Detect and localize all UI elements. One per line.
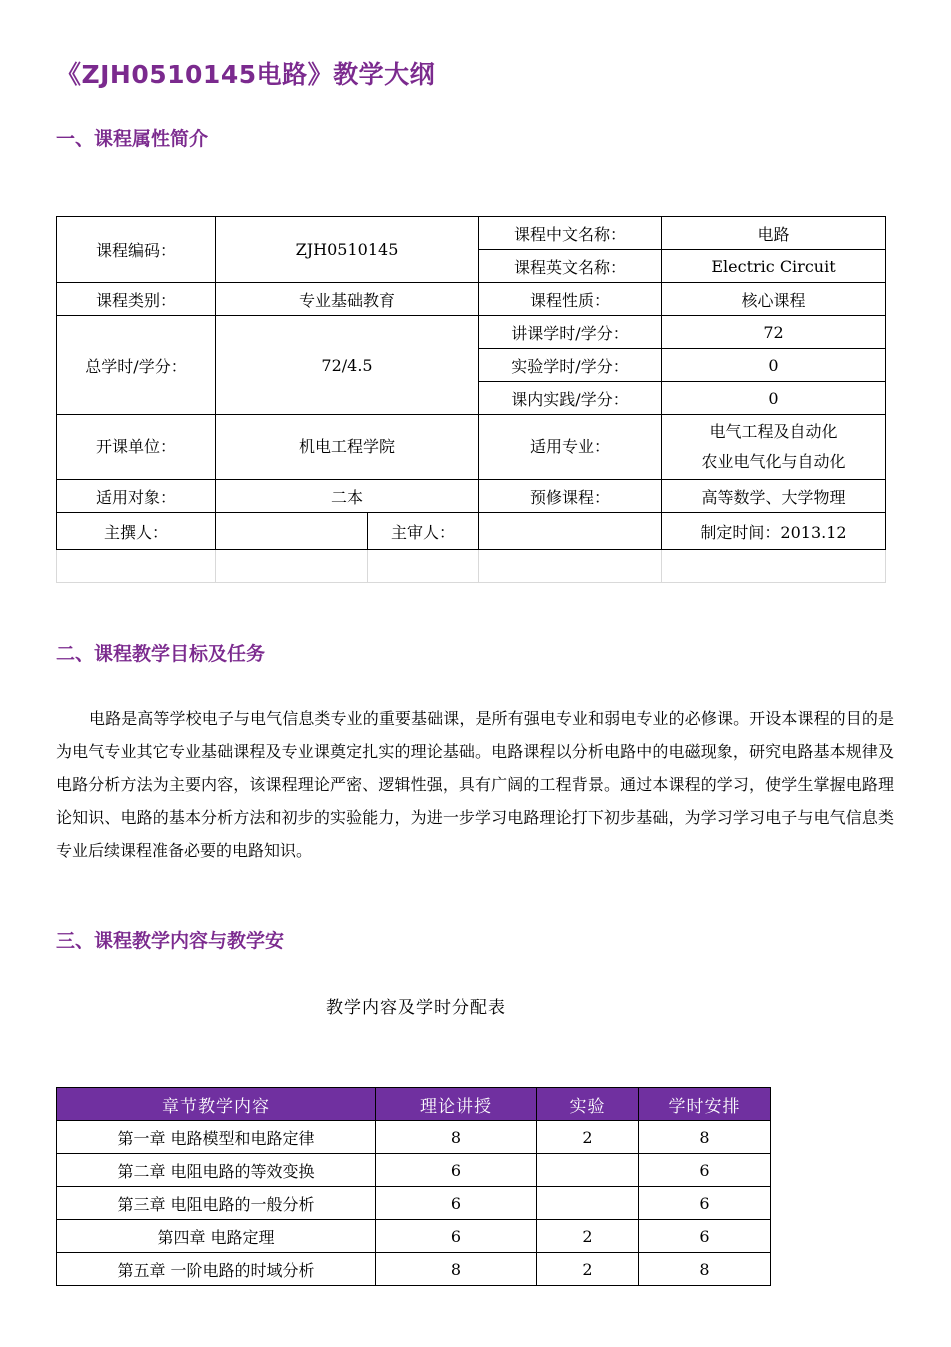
course-code-label: 课程编码： (57, 217, 216, 283)
empty-cell (368, 550, 479, 583)
en-name-label: 课程英文名称： (479, 250, 662, 283)
chapter-cell: 第三章 电阻电路的一般分析 (57, 1187, 376, 1220)
table-row (57, 1121, 771, 1154)
theory-cell: 6 (376, 1220, 537, 1253)
practice-hours-value: 0 (662, 382, 886, 415)
prereq-value: 高等数学、大学物理 (662, 480, 886, 513)
en-name-value: Electric Circuit (662, 250, 886, 283)
major-value-2: 农业电气化与自动化 (701, 452, 846, 471)
theory-cell: 6 (376, 1154, 537, 1187)
total-hours-value: 72/4.5 (216, 316, 479, 415)
section-heading-objectives: 二、课程教学目标及任务 (56, 643, 266, 665)
prereq-label: 预修课程： (479, 480, 662, 513)
lab-cell (537, 1187, 639, 1220)
target-label: 适用对象： (57, 480, 216, 513)
lab-cell: 2 (537, 1121, 639, 1154)
table-row (57, 1220, 771, 1253)
schedule-table (56, 1087, 771, 1286)
table-row (57, 1187, 771, 1220)
table-row (57, 1154, 771, 1187)
lab-cell: 2 (537, 1253, 639, 1286)
lab-hours-label: 实验学时/学分： (479, 349, 662, 382)
section-heading-content: 三、课程教学内容与教学安 (56, 930, 285, 952)
hours-cell: 8 (639, 1121, 771, 1154)
date-label: 制定时间：2013.12 (662, 513, 886, 550)
header-lab: 实验 (537, 1088, 639, 1121)
practice-hours-label: 课内实践/学分： (479, 382, 662, 415)
category-value: 专业基础教育 (216, 283, 479, 316)
lecture-hours-label: 讲课学时/学分： (479, 316, 662, 349)
hours-cell: 6 (639, 1187, 771, 1220)
empty-cell (57, 550, 216, 583)
major-value-1: 电气工程及自动化 (709, 422, 838, 441)
document-title: 《ZJH0510145电路》教学大纲 (56, 60, 436, 89)
chapter-cell: 第二章 电阻电路的等效变换 (57, 1154, 376, 1187)
course-code-value: ZJH0510145 (216, 217, 479, 283)
header-hours: 学时安排 (639, 1088, 771, 1121)
lab-cell (537, 1154, 639, 1187)
reviewer-value (479, 513, 662, 550)
objectives-paragraph: 电路是高等学校电子与电气信息类专业的重要基础课，是所有强电专业和弱电专业的必修课。开设本课程的目的是为电气专业其它专业基础课程及专业课奠定扎实的理论基础。电路课程以分析电路中的电磁现象，研究电路基本规律及电路分析方法为主要内容，该课程理论严密、逻辑性强，具有广阔的工程背景。通过本课程的学习，使学生掌握电路理论知识、电路的基本分析方法和初步的实验能力，为进一步学习电路理论打下初步基础，为学习学习电子与电气信息类专业后续课程准备必要的电路知识。 (56, 709, 894, 860)
table-row (57, 1253, 771, 1286)
hours-cell: 6 (639, 1154, 771, 1187)
unit-value: 机电工程学院 (216, 415, 479, 480)
unit-label: 开课单位： (57, 415, 216, 480)
author-label: 主撰人： (57, 513, 216, 550)
theory-cell: 8 (376, 1121, 537, 1154)
empty-row (57, 550, 886, 583)
chapter-cell: 第四章 电路定理 (57, 1220, 376, 1253)
empty-cell (662, 550, 886, 583)
cn-name-value: 电路 (662, 217, 886, 250)
cn-name-label: 课程中文名称： (479, 217, 662, 250)
empty-cell (479, 550, 662, 583)
hours-cell: 6 (639, 1220, 771, 1253)
target-value: 二本 (216, 480, 479, 513)
chapter-cell: 第一章 电路模型和电路定律 (57, 1121, 376, 1154)
section-heading-course-attributes: 一、课程属性简介 (56, 128, 209, 150)
lecture-hours-value: 72 (662, 316, 886, 349)
theory-cell: 6 (376, 1187, 537, 1220)
category-label: 课程类别： (57, 283, 216, 316)
nature-label: 课程性质： (479, 283, 662, 316)
lab-cell: 2 (537, 1220, 639, 1253)
empty-cell (216, 550, 368, 583)
header-theory: 理论讲授 (376, 1088, 537, 1121)
hours-cell: 8 (639, 1253, 771, 1286)
chapter-cell: 第五章 一阶电路的时域分析 (57, 1253, 376, 1286)
theory-cell: 8 (376, 1253, 537, 1286)
reviewer-label: 主审人： (368, 513, 479, 550)
author-value (216, 513, 368, 550)
major-label: 适用专业： (479, 415, 662, 480)
lab-hours-value: 0 (662, 349, 886, 382)
schedule-header-row (57, 1088, 771, 1121)
total-hours-label: 总学时/学分： (57, 316, 216, 415)
course-info-table (56, 216, 886, 583)
nature-value: 核心课程 (662, 283, 886, 316)
table-caption: 教学内容及学时分配表 (326, 998, 506, 1018)
major-value (662, 415, 886, 480)
header-chapter: 章节教学内容 (57, 1088, 376, 1121)
